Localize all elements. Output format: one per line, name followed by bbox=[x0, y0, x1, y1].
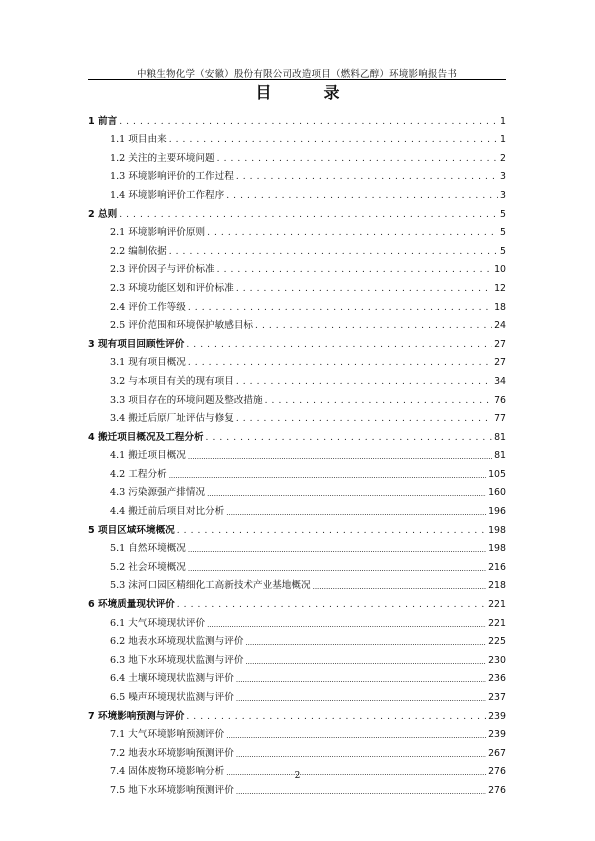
toc-leader-dots bbox=[169, 470, 486, 480]
toc-leader-dots bbox=[245, 656, 486, 666]
toc-section[interactable] bbox=[88, 480, 506, 499]
toc-entry-page: 230 bbox=[488, 654, 506, 666]
toc-section[interactable] bbox=[88, 313, 506, 332]
toc-entry-page: 198 bbox=[488, 524, 506, 536]
toc-entry-label: 2.2 编制依据 bbox=[110, 245, 167, 257]
toc-entry-page: 221 bbox=[488, 617, 506, 629]
toc-entry-label: 3.2 与本项目有关的现有项目 bbox=[110, 375, 234, 387]
toc-leader-dots bbox=[169, 247, 498, 257]
page-number: 2 bbox=[294, 771, 301, 781]
toc-entry-label: 5.3 沫河口园区精细化工高新技术产业基地概况 bbox=[110, 580, 311, 592]
toc-entry-label: 7.5 地下水环境影响预测评价 bbox=[110, 784, 234, 796]
toc-entry-page: 34 bbox=[494, 375, 506, 387]
toc-leader-dots bbox=[236, 749, 486, 759]
toc-entry-label: 1.3 环境影响评价的工作过程 bbox=[110, 171, 234, 183]
toc-entry-page: 276 bbox=[488, 766, 506, 778]
toc-section[interactable] bbox=[88, 294, 506, 313]
toc-chapter[interactable] bbox=[88, 517, 506, 536]
toc-leader-dots bbox=[226, 730, 486, 740]
page-header: 中粮生物化学（安徽）股份有限公司改造项目（燃料乙醇）环境影响报告书 bbox=[136, 69, 458, 80]
toc-entry-page: 81 bbox=[494, 450, 506, 462]
toc-section[interactable] bbox=[88, 443, 506, 462]
toc-section[interactable] bbox=[88, 666, 506, 685]
toc-section[interactable] bbox=[88, 238, 506, 257]
toc-leader-dots bbox=[169, 135, 498, 145]
toc-section[interactable] bbox=[88, 127, 506, 146]
toc-entry-label: 4.1 搬迁项目概况 bbox=[110, 450, 186, 462]
toc-entry-label: 6.5 噪声环境现状监测与评价 bbox=[110, 692, 234, 703]
toc-entry-label: 7.1 大气环境影响预测评价 bbox=[110, 729, 225, 741]
toc-leader-dots bbox=[177, 526, 486, 536]
toc-entry-page: 218 bbox=[488, 580, 506, 592]
toc-chapter[interactable] bbox=[88, 703, 506, 722]
toc-entry-page: 76 bbox=[494, 394, 506, 406]
toc-section[interactable] bbox=[88, 368, 506, 387]
toc-entry-page: 196 bbox=[488, 506, 506, 518]
toc-entry-page: 1 bbox=[500, 115, 506, 127]
toc-entry-label: 5.2 社会环境概况 bbox=[110, 561, 186, 573]
toc-entry-page: 198 bbox=[488, 543, 506, 555]
toc-entry-label: 2.4 评价工作等级 bbox=[110, 301, 186, 313]
toc-leader-dots bbox=[207, 228, 498, 238]
toc-entry-page: 2 bbox=[500, 152, 506, 164]
toc-entry-page: 81 bbox=[494, 431, 506, 443]
toc-chapter[interactable] bbox=[88, 201, 506, 220]
toc-entry-page: 3 bbox=[500, 189, 506, 201]
toc-entry-label: 3.3 项目存在的环境问题及整改措施 bbox=[110, 394, 263, 406]
toc-entry-label: 4.2 工程分析 bbox=[110, 468, 167, 480]
toc-section[interactable] bbox=[88, 536, 506, 555]
toc-leader-dots bbox=[217, 154, 498, 164]
toc-leader-dots bbox=[186, 712, 486, 722]
toc-entry-label: 7 环境影响预测与评价 bbox=[88, 710, 185, 722]
toc-entry-label: 3 现有项目回顾性评价 bbox=[88, 338, 185, 350]
toc-section[interactable] bbox=[88, 182, 506, 201]
toc-entry-label: 1 前言 bbox=[88, 115, 118, 127]
toc-leader-dots bbox=[255, 321, 492, 331]
toc-section[interactable] bbox=[88, 257, 506, 276]
toc-chapter[interactable] bbox=[88, 424, 506, 443]
toc-entry-page: 225 bbox=[488, 636, 506, 648]
toc-leader-dots bbox=[188, 451, 492, 461]
toc-leader-dots bbox=[188, 358, 492, 368]
toc-entry-page: 5 bbox=[500, 208, 506, 220]
toc-leader-dots bbox=[119, 210, 498, 220]
toc-leader-dots bbox=[226, 507, 486, 517]
toc-entry-label: 7.4 固体废物环境影响分析 bbox=[110, 766, 225, 778]
toc-entry-label: 4 搬迁项目概况及工程分析 bbox=[88, 431, 204, 443]
toc-chapter[interactable] bbox=[88, 591, 506, 610]
toc-leader-dots bbox=[236, 674, 486, 684]
toc-entry-page: 18 bbox=[494, 301, 506, 313]
toc-entry-label: 2.3 环境功能区划和评价标准 bbox=[110, 282, 234, 294]
toc-entry-label: 1.2 关注的主要环境问题 bbox=[110, 152, 215, 164]
toc-leader-dots bbox=[119, 117, 498, 127]
toc-section[interactable] bbox=[88, 220, 506, 239]
toc-entry-label: 6 环境质量现状评价 bbox=[88, 599, 175, 611]
toc-entry-label: 2.5 评价范围和环境保护敏感目标 bbox=[110, 320, 254, 332]
toc-entry-page: 160 bbox=[488, 487, 506, 499]
toc-entry-page: 5 bbox=[500, 245, 506, 257]
toc-leader-dots bbox=[236, 377, 492, 387]
toc-leader-dots bbox=[188, 303, 492, 313]
toc-entry-page: 105 bbox=[488, 468, 506, 480]
toc-leader-dots bbox=[207, 488, 486, 498]
toc-leader-dots bbox=[265, 396, 492, 406]
toc-leader-dots bbox=[188, 563, 486, 573]
toc-entry-label: 3.1 现有项目概况 bbox=[110, 357, 186, 369]
toc-entry-page: 27 bbox=[494, 338, 506, 350]
toc-leader-dots bbox=[177, 600, 486, 610]
toc-leader-dots bbox=[226, 191, 498, 201]
toc-entry-page: 27 bbox=[494, 357, 506, 369]
toc-leader-dots bbox=[188, 544, 486, 554]
toc-leader-dots bbox=[217, 265, 492, 275]
toc-entry-label: 1.1 项目由来 bbox=[110, 134, 167, 146]
toc-leader-dots bbox=[207, 619, 486, 629]
toc-leader-dots bbox=[236, 693, 486, 703]
toc-leader-dots bbox=[236, 786, 486, 796]
toc-section[interactable] bbox=[88, 406, 506, 425]
toc-section[interactable] bbox=[88, 610, 506, 629]
toc-entry-label: 2.1 环境影响评价原则 bbox=[110, 227, 206, 239]
toc-section[interactable] bbox=[88, 629, 506, 648]
toc-entry-page: 12 bbox=[494, 282, 506, 294]
table-of-contents bbox=[88, 108, 506, 796]
toc-entry-label: 5.1 自然环境概况 bbox=[110, 543, 186, 555]
toc-entry-label: 1.4 环境影响评价工作程序 bbox=[110, 189, 225, 201]
toc-entry-page: 239 bbox=[488, 710, 506, 722]
toc-chapter[interactable] bbox=[88, 108, 506, 127]
toc-section[interactable] bbox=[88, 573, 506, 592]
toc-section[interactable] bbox=[88, 740, 506, 759]
toc-entry-page: 77 bbox=[494, 413, 506, 425]
toc-leader-dots bbox=[236, 172, 498, 182]
toc-entry-page: 3 bbox=[500, 171, 506, 183]
toc-entry-label: 2 总则 bbox=[88, 208, 118, 220]
toc-entry-label: 4.3 污染源强产排情况 bbox=[110, 487, 206, 499]
toc-entry-page: 221 bbox=[488, 599, 506, 611]
toc-section[interactable] bbox=[88, 145, 506, 164]
toc-entry-page: 237 bbox=[488, 692, 506, 703]
toc-entry-page: 10 bbox=[494, 264, 506, 276]
toc-entry-page: 267 bbox=[488, 747, 506, 759]
toc-leader-dots bbox=[236, 284, 492, 294]
toc-section[interactable] bbox=[88, 498, 506, 517]
toc-entry-label: 2.3 评价因子与评价标准 bbox=[110, 264, 215, 276]
toc-leader-dots bbox=[186, 340, 492, 350]
toc-section[interactable] bbox=[88, 554, 506, 573]
toc-section[interactable] bbox=[88, 275, 506, 294]
toc-section[interactable] bbox=[88, 164, 506, 183]
toc-entry-label: 5 项目区域环境概况 bbox=[88, 524, 175, 536]
toc-entry-page: 239 bbox=[488, 729, 506, 741]
toc-leader-dots bbox=[206, 433, 493, 443]
toc-section[interactable] bbox=[88, 350, 506, 369]
toc-section[interactable] bbox=[88, 461, 506, 480]
toc-section[interactable] bbox=[88, 387, 506, 406]
toc-entry-label: 6.2 地表水环境现状监测与评价 bbox=[110, 636, 244, 648]
page-title: 目 录 bbox=[255, 83, 358, 102]
toc-entry-page: 276 bbox=[488, 784, 506, 796]
toc-entry-page: 1 bbox=[500, 134, 506, 146]
toc-entry-page: 5 bbox=[500, 227, 506, 239]
toc-section[interactable] bbox=[88, 722, 506, 741]
toc-entry-label: 6.1 大气环境现状评价 bbox=[110, 617, 206, 629]
toc-entry-label: 7.2 地表水环境影响预测评价 bbox=[110, 747, 234, 759]
toc-entry-label: 4.4 搬迁前后项目对比分析 bbox=[110, 506, 225, 518]
toc-entry-page: 216 bbox=[488, 561, 506, 573]
toc-section[interactable] bbox=[88, 684, 506, 703]
toc-leader-dots bbox=[245, 637, 486, 647]
toc-entry-page: 24 bbox=[494, 320, 506, 332]
toc-leader-dots bbox=[313, 581, 487, 591]
toc-chapter[interactable] bbox=[88, 331, 506, 350]
toc-entry-label: 3.4 搬迁后原厂址评估与修复 bbox=[110, 413, 234, 425]
toc-entry-label: 6.4 土壤环境现状监测与评价 bbox=[110, 673, 234, 685]
toc-entry-page: 236 bbox=[488, 673, 506, 685]
toc-section[interactable] bbox=[88, 647, 506, 666]
toc-entry-label: 6.3 地下水环境现状监测与评价 bbox=[110, 654, 244, 666]
toc-leader-dots bbox=[236, 414, 492, 424]
